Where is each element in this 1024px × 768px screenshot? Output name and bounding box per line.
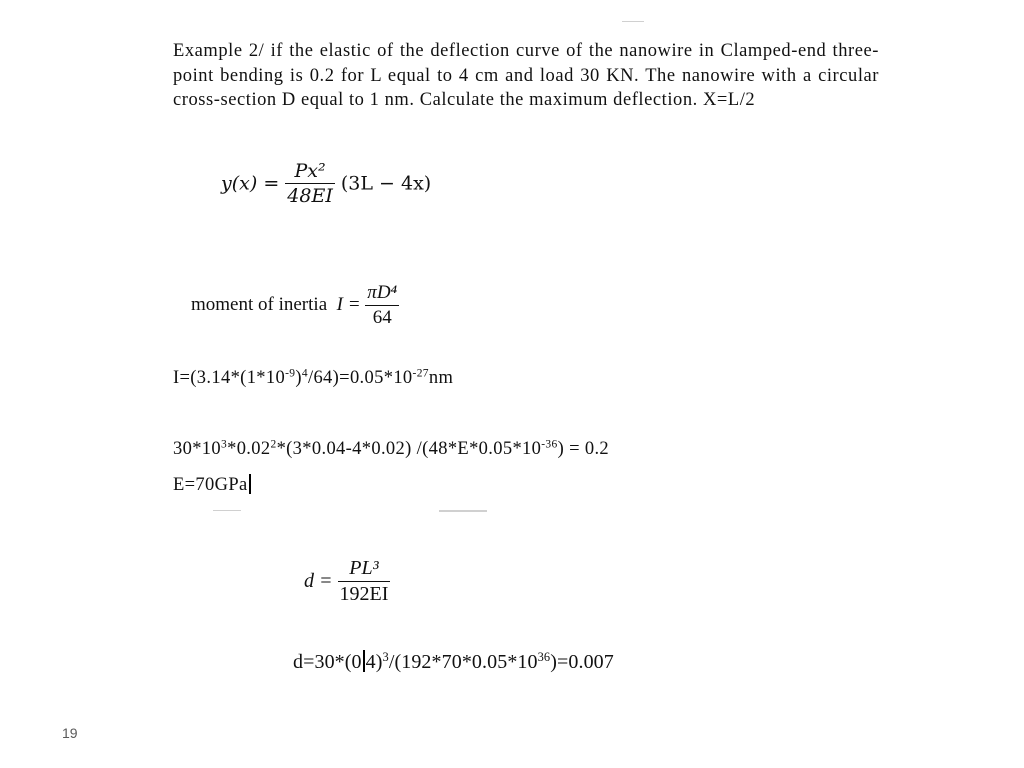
deflection-calc-part: /(192*70*0.05*10 bbox=[388, 651, 538, 673]
decorative-line-center bbox=[439, 510, 487, 512]
modulus-calc-exponent: -36 bbox=[541, 438, 558, 451]
deflection-equation-lhs: y(x) = bbox=[221, 172, 280, 195]
deflection-equation-numerator: Px² bbox=[285, 160, 335, 184]
max-deflection-denominator: 192EI bbox=[339, 583, 389, 605]
deflection-calculation[interactable] bbox=[293, 650, 614, 674]
modulus-calc-part: ) = 0.2 bbox=[557, 439, 610, 459]
deflection-calc-part: )=0.007 bbox=[550, 651, 614, 673]
deflection-curve-equation bbox=[221, 160, 431, 207]
modulus-calc-part: *(3*0.04-4*0.02) /(48*E*0.05*10 bbox=[276, 439, 542, 459]
page-number: 19 bbox=[62, 725, 78, 741]
inertia-fraction bbox=[365, 282, 399, 329]
inertia-label: moment of inertia bbox=[191, 293, 328, 315]
inertia-calc-exponent: 4 bbox=[301, 367, 308, 380]
modulus-result[interactable] bbox=[173, 474, 251, 496]
deflection-calc-exponent: 36 bbox=[537, 650, 551, 665]
deflection-calc-part: 4) bbox=[365, 651, 383, 673]
inertia-calc-part: I=(3.14*(1*10 bbox=[173, 368, 286, 388]
decorative-line-left bbox=[213, 510, 241, 511]
modulus-calc-part: *0.02 bbox=[227, 439, 271, 459]
max-deflection-fraction bbox=[338, 557, 391, 606]
deflection-calc-exponent: 3 bbox=[382, 650, 389, 665]
deflection-equation-fraction bbox=[285, 160, 335, 207]
modulus-result-text: E=70GPa bbox=[173, 475, 248, 495]
max-deflection-numerator: PL³ bbox=[338, 557, 391, 582]
max-deflection-equation bbox=[304, 557, 390, 606]
inertia-calc-part: nm bbox=[428, 368, 454, 388]
inertia-calc-part: ) bbox=[295, 368, 302, 388]
max-deflection-lhs: d = bbox=[304, 570, 333, 592]
inertia-numerator: πD⁴ bbox=[365, 282, 399, 306]
text-cursor bbox=[249, 474, 251, 494]
modulus-calc-exponent: 2 bbox=[270, 438, 277, 451]
inertia-calc-exponent: -27 bbox=[412, 367, 429, 380]
moment-of-inertia-equation bbox=[191, 282, 399, 329]
deflection-equation-rhs: (3L − 4x) bbox=[340, 172, 432, 195]
inertia-lhs: I = bbox=[336, 293, 361, 315]
inertia-calculation bbox=[173, 368, 453, 389]
modulus-calc-part: 30*10 bbox=[173, 439, 221, 459]
problem-statement: Example 2/ if the elastic of the deflection curve of the nanowire in Clamped-end three-point bending is 0.2 for L equal to 4 cm and load 30 KN. The nanowire with a circular cross-section D equal to 1 nm. Calculate the maximum deflection. X=L/2 bbox=[173, 41, 879, 111]
decorative-line-top bbox=[622, 21, 644, 22]
deflection-equation-denominator: 48EI bbox=[287, 185, 333, 207]
inertia-denominator: 64 bbox=[372, 307, 392, 328]
text-cursor bbox=[363, 650, 365, 672]
deflection-calc-part: d=30*(0 bbox=[293, 651, 362, 673]
modulus-calculation bbox=[173, 439, 609, 460]
inertia-calc-part: /64)=0.05*10 bbox=[307, 368, 413, 388]
inertia-calc-exponent: -9 bbox=[285, 367, 296, 380]
modulus-calc-exponent: 3 bbox=[221, 438, 228, 451]
